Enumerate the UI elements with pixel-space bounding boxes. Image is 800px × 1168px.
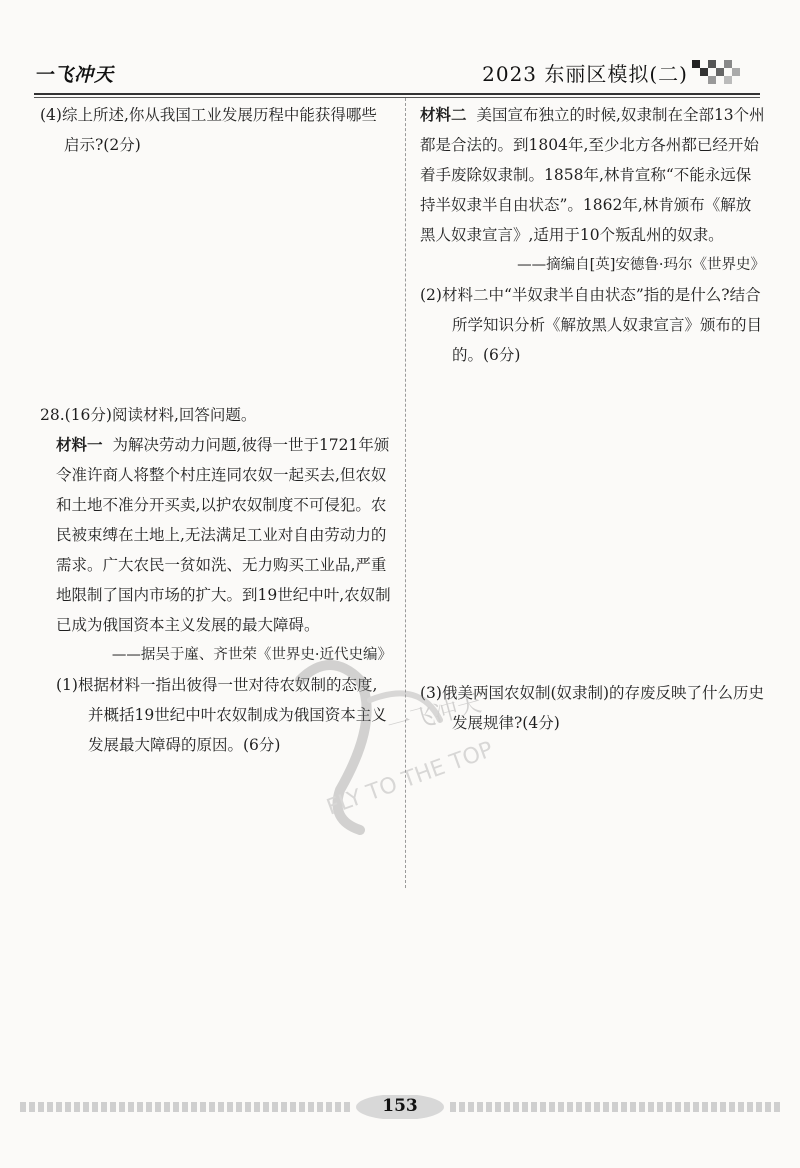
header-brand-logo: 一飞冲天: [34, 64, 115, 86]
header-rule-thin: [34, 97, 760, 98]
watermark-en: FLY TO THE TOP: [323, 737, 497, 821]
question-28-1: (1)根据材料一指出彼得一世对待农奴制的态度,并概括19世纪中叶农奴制成为俄国资本主义发展最大障碍的原因。(6分): [56, 676, 387, 754]
right-column: [420, 100, 765, 370]
checker-decoration-icon: [690, 56, 742, 86]
page-number: 153: [382, 1096, 418, 1116]
material-1-label: 材料一: [56, 436, 103, 454]
header-rule: [34, 93, 760, 95]
material-2: [420, 100, 765, 250]
material-2-label: 材料二: [420, 106, 467, 124]
question-28-heading: 28.(16分)阅读材料,回答问题。: [40, 406, 257, 424]
question-4: (4)综上所述,你从我国工业发展历程中能获得哪些启示?(2分): [40, 106, 377, 154]
material-1: [40, 430, 392, 640]
question-28-2: (2)材料二中“半奴隶半自由状态”指的是什么?结合所学知识分析《解放黑人奴隶宣言》颁布的目的。(6分): [420, 286, 763, 364]
left-column: [40, 100, 392, 160]
material-2-text: 美国宣布独立的时候,奴隶制在全部13个州都是合法的。到1804年,至少北方各州都已经开始着手废除奴隶制。1858年,林肯宣称“不能永远保持半奴隶半自由状态”。1862年,林肯颁布《解放黑人奴隶宣言》,适用于10个叛乱州的奴隶。: [420, 106, 765, 244]
question-28-3: (3)俄美两国农奴制(奴隶制)的存废反映了什么历史发展规律?(4分): [420, 684, 765, 732]
material-2-source: ——摘编自[英]安德鲁·玛尔《世界史》: [517, 257, 765, 273]
column-divider: [405, 98, 406, 888]
header-exam-title: 2023 东丽区模拟(二): [482, 62, 688, 86]
material-1-text: 为解决劳动力问题,彼得一世于1721年颁令准许商人将整个村庄连同农奴一起买去,但农奴和土地不准分开买卖,以护农奴制度不可侵犯。农民被束缚在土地上,无法满足工业对自由劳动力的需求。广大农民一贫如洗、无力购买工业品,严重地限制了国内市场的扩大。到19世纪中叶,农奴制已成为俄国资本主义发展的最大障碍。: [56, 436, 391, 634]
watermark-cn: 一飞冲天: [384, 688, 485, 741]
question-28-3-block: [420, 678, 765, 738]
material-1-source: ——据吴于廑、齐世荣《世界史·近代史编》: [111, 647, 392, 663]
question-28-block: [40, 400, 392, 760]
